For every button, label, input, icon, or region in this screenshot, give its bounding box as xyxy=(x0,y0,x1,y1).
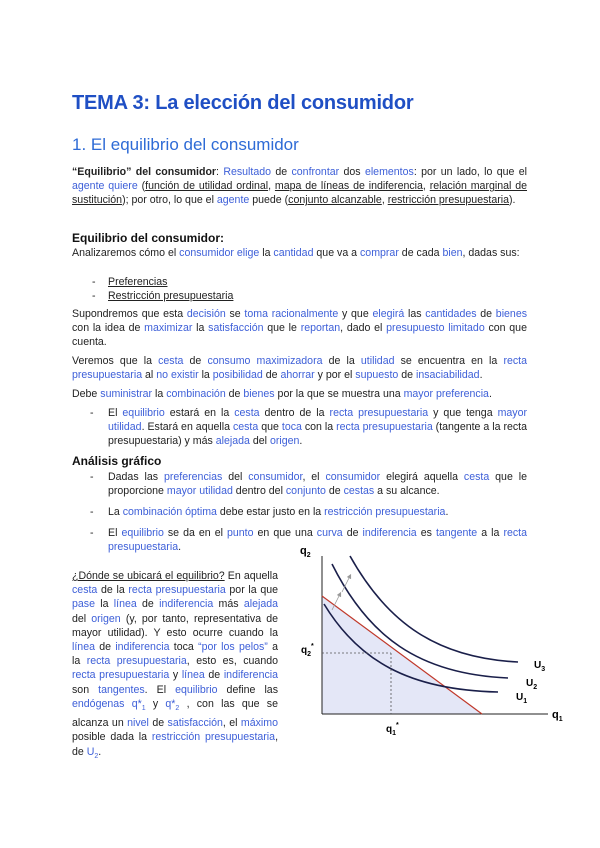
paragraph-budget: Veremos que la cesta de consumo maximizadora de la utilidad se encuentra en la recta presupuestaria al no existir la posibilidad de ahorrar y por el supuesto de insaciabilidad. xyxy=(72,355,527,382)
y-axis-label: $q_2$ xyxy=(300,545,311,559)
list-item: - Restricción presupuestaria xyxy=(88,289,388,303)
given-list xyxy=(88,275,388,303)
definition-paragraph: “Equilibrio” del consumidor: Resultado de confrontar dos elementos: por un lado, lo que el agente quiere (función de utilidad ordinal, mapa de líneas de indiferencia, relación marginal de sustitución); por otro, lo que el agente puede (conjunto alcanzable, restricción presupuestaria). xyxy=(72,166,528,207)
bullet-optimal: - La combinación óptima debe estar justo en la restricción presupuestaria. xyxy=(90,506,449,518)
x-axis-label: $q_1$ xyxy=(552,709,563,723)
equilibrium-heading: Equilibrio del consumidor: xyxy=(72,231,225,245)
equilibrium-graph xyxy=(298,540,568,740)
u3-label: $U_3$ xyxy=(534,660,546,673)
paragraph-preference: Debe suministrar la combinación de bienes por la que se muestra una mayor preferencia. xyxy=(72,388,492,400)
q2-star-label: $q_2^*$ xyxy=(301,643,314,658)
bullet-preferences: - Dadas las preferencias del consumidor, el consumidor elegirá aquella cesta que le proporcione mayor utilidad dentro del conjunto de cestas a su alcance. xyxy=(90,471,527,498)
analysis-heading: Análisis gráfico xyxy=(72,454,162,468)
u1-label: $U_1$ xyxy=(516,692,528,705)
paragraph-rational: Supondremos que esta decisión se toma racionalmente y que elegirá las cantidades de bienes con la idea de maximizar la satisfacción que le reportan, dado el presupuesto limitado con que cuenta. xyxy=(72,308,528,349)
intro-paragraph: Analizaremos cómo el consumidor elige la cantidad que va a comprar de cada bien, dadas sus: xyxy=(72,247,520,259)
side-paragraph: ¿Dónde se ubicará el equilibrio? En aquella cesta de la recta presupuestaria por la que pase la línea de indiferencia más alejada del origen (y, por tanto, representativa de mayor utilidad). Y esto ocurre cuando la línea de indiferencia toca “por los pelos” a la recta presupuestaria, esto es, cuando recta presupuestaria y línea de indiferencia son tangentes. El equilibrio define las endógenas $q*_1$ y $q*_2$ , con las que se alcanza un nivel de satisfacción, el máximo posible dada la restricción presupuestaria, de $U_2$. xyxy=(72,570,279,760)
term: “Equilibrio” del consumidor xyxy=(72,166,217,178)
u2-label: $U_2$ xyxy=(526,678,538,691)
bullet-equilibrium: - El equilibrio estará en la cesta dentro de la recta presupuestaria y que tenga mayor utilidad. Estará en aquella cesta que toca con la recta presupuestaria (tangente a la recta presupuestaria) y más alejada del origen. xyxy=(90,407,528,448)
section-heading: 1. El equilibrio del consumidor xyxy=(72,135,299,154)
page-title: TEMA 3: La elección del consumidor xyxy=(72,92,414,114)
q1-star-label: $q_1^*$ xyxy=(386,722,399,737)
bullet-tangent: - El equilibrio se da en el punto en que una curva de indiferencia es tangente a la recta presupuestaria. xyxy=(90,527,527,554)
list-item: - Preferencias xyxy=(88,275,388,289)
